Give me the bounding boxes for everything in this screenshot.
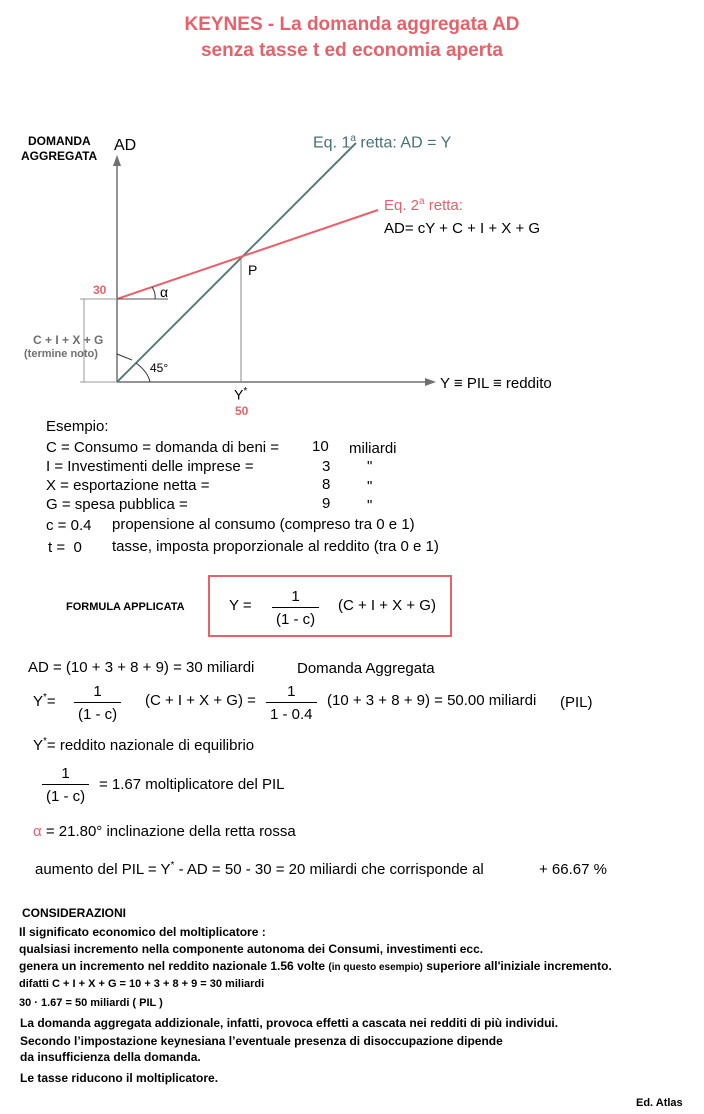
autonomous-label: C + I + X + G [33,333,104,347]
keynes-diagram [0,0,704,420]
y-axis-arrow [113,155,121,166]
title-line-1: KEYNES - La domanda aggregata AD [184,14,520,35]
ystar-definition: Y*= reddito nazionale di equilibrio [33,736,255,754]
considerations-line-4: difatti C + I + X + G = 10 + 3 + 8 + 9 = 30 miliardi [19,978,265,990]
ystar-lhs: Y*= [33,692,56,710]
example-value-c: 10 [312,438,329,455]
y-caption-2: AGGREGATA [21,149,98,163]
c-label: c = 0.4 [46,517,92,534]
eq1-label: Eq. 1$^a$ retta: AD = Y [313,133,452,152]
autonomous-note: (termine noto) [24,348,98,360]
calc-fraction-1: $\frac{1}{(1 - c)}$ [74,683,121,723]
example-row-i: I = Investimenti delle imprese = [46,458,254,475]
calc-result: (10 + 3 + 8 + 9) = 50.00 miliardi [327,692,537,709]
multiplier-fraction: $\frac{1}{(1 - c)}$ [42,765,89,805]
calc-mid: (C + I + X + G) = [145,692,256,709]
increase-pct: + 66.67 % [539,861,607,878]
considerations-line-2: qualsiasi incremento nella componente autonoma dei Consumi, investimenti ecc. [19,942,484,956]
formula-rhs: (C + I + X + G) [338,597,436,614]
formula-fraction [272,588,319,628]
t-desc: tasse, imposta proporzionale al reddito (tra 0 e 1) [112,538,439,555]
intercept-value: 30 [93,283,107,297]
example-heading: Esempio: [46,418,109,435]
example-unit-g: " [367,497,373,514]
angle-45-arc [136,363,150,382]
example-value-g: 9 [322,495,331,512]
x-axis-arrow [425,378,436,386]
considerations-line-9: Le tasse riducono il moltiplicatore. [20,1071,219,1085]
considerations-line-1: Il significato economico del moltiplicatore : [19,925,266,939]
title-line-2: senza tasse t ed economia aperta [200,40,503,61]
considerations-line-8: da insufficienza della domanda. [20,1050,201,1064]
point-p: P [248,262,258,278]
y-star-label: Y* [234,386,248,403]
multiplier-text: = 1.67 moltiplicatore del PIL [99,776,285,793]
formula-den: (1 - c) [272,607,319,628]
considerations-line-5: 30 · 1.67 = 50 miliardi ( PIL ) [19,997,163,1009]
ad-calc: AD = (10 + 3 + 8 + 9) = 30 miliardi [28,659,255,676]
red-ad-line [117,210,378,299]
y-axis-label: AD [114,137,137,154]
example-row-x: X = esportazione netta = [46,477,210,494]
formula-lhs: Y = [229,597,252,614]
example-value-i: 3 [322,458,331,475]
increase-line: aumento del PIL = Y* - AD = 50 - 30 = 20 miliardi che corrisponde al [35,860,484,878]
example-unit-c: miliardi [349,440,397,457]
alpha-line: α = 21.80° inclinazione della retta rossa [33,823,296,840]
x-axis-label: Y ≡ PIL ≡ reddito [440,375,552,392]
c-desc: propensione al consumo (compreso tra 0 e 1) [112,516,415,533]
considerations-line-3: genera un incremento nel reddito nazionale 1.56 volte (in questo esempio) superiore all'iniziale incremento. [19,959,612,973]
alpha-label: α [160,284,169,300]
considerations-heading: CONSIDERAZIONI [22,906,127,920]
example-row-g: G = spesa pubblica = [46,496,188,513]
ad-desc: Domanda Aggregata [297,660,435,677]
eq2-label: Eq. 2$^a$ retta: [384,196,463,214]
formula-label: FORMULA APPLICATA [66,601,185,613]
calc-fraction-2: $\frac{1}{1 - 0.4}$ [266,683,317,723]
y-caption-1: DOMANDA [28,134,91,148]
line-45-degree [117,143,356,382]
angle-45-label: 45° [150,361,169,375]
eq2-formula: AD= cY + C + I + X + G [384,220,541,237]
publisher: Ed. Atlas [636,1097,683,1109]
example-unit-i: " [367,458,373,475]
t-label: t = 0 [48,539,82,556]
example-unit-x: " [367,478,373,495]
y-star-value: 50 [235,404,249,418]
example-row-c: C = Consumo = domanda di beni = [46,439,280,456]
example-value-x: 8 [322,476,331,493]
considerations-line-6: La domanda aggregata addizionale, infatti, provoca effetti a cascata nei redditi di più individui. [20,1016,559,1030]
alpha-arc [152,287,155,299]
formula-num: 1 [291,588,300,605]
considerations-line-7: Secondo l’impostazione keynesiana l’eventuale presenza di disoccupazione dipende [20,1034,503,1048]
calc-result-note: (PIL) [560,694,593,711]
